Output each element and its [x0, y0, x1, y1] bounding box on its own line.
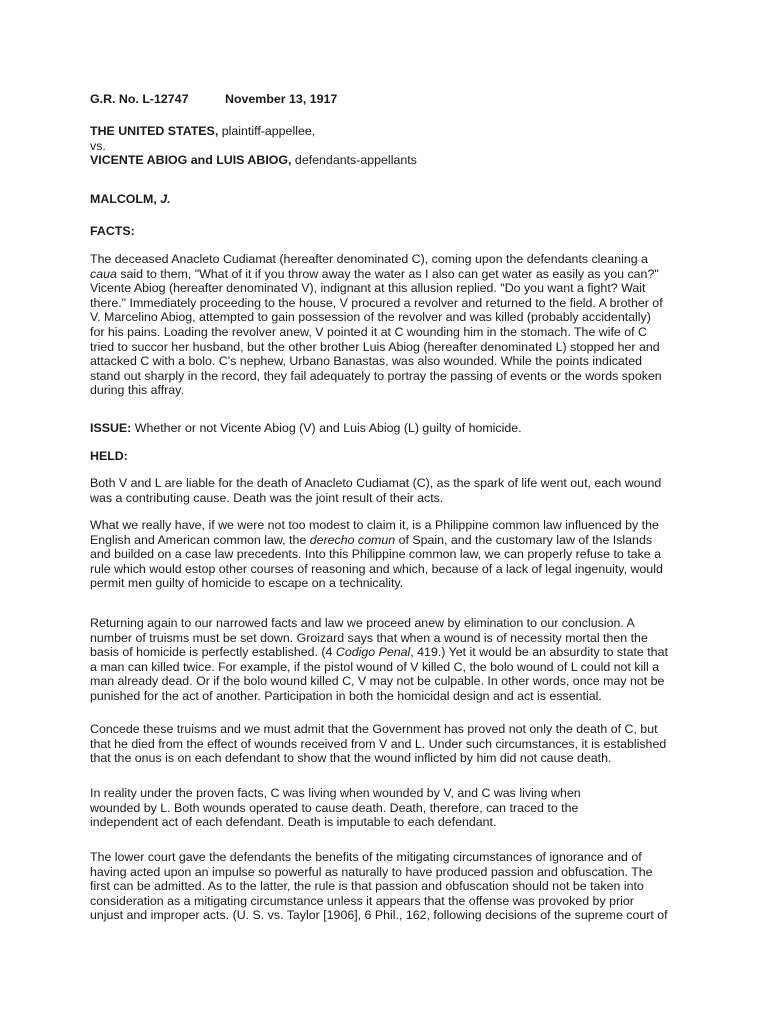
- held-heading: HELD:: [90, 449, 128, 463]
- held-paragraph-3: Returning again to our narrowed facts and law we proceed anew by elimination to our conclusion. A number of truisms must be set down. Groizard says that when a wound is of necessity mortal then the basis of homicide is perfectly established. (4 Codigo Penal, 419.) Yet it would be an absurdity to state that a man can killed twice. For example, if the pistol wound of V killed C, the bolo wound of L could not kill a man already dead. Or if the bolo wound killed C, V may not be culpable. In other words, once may not be punished for the act of another. Participation in both the homicidal design and act is essential.: [90, 616, 668, 703]
- defendants-line: [90, 153, 680, 168]
- codigo-penal-term: Codigo Penal: [335, 645, 411, 660]
- defendants-name: VICENTE ABIOG and LUIS ABIOG,: [90, 153, 292, 168]
- derecho-comun-term: derecho comun: [309, 532, 396, 547]
- held-paragraph-4: Concede these truisms and we must admit that the Government has proved not only the death of C, but that he died from the effect of wounds received from V and L. Under such circumstances, it is established that the onus is on each defendant to show that the wound inflicted by him did not cause death.: [90, 722, 667, 766]
- decision-date: November 13, 1917: [225, 92, 338, 106]
- issue-text: Whether or not Vicente Abiog (V) and Luis Abiog (L) guilty of homicide.: [131, 421, 522, 435]
- ponente: [90, 192, 680, 207]
- plaintiff-role: plaintiff-appellee,: [218, 124, 316, 138]
- gr-number: G.R. No. L-12747: [90, 92, 189, 106]
- versus: vs.: [90, 138, 106, 153]
- caua-term: caua: [90, 266, 117, 281]
- held-paragraph-5: In reality under the proven facts, C was living when wounded by V, and C was living when wounded by L. Both wounds operated to cause death. Death, therefore, can traced to the independent act of each defendant. Death is imputable to each defendant.: [90, 786, 581, 830]
- issue-heading: ISSUE:: [90, 421, 132, 435]
- facts-heading: FACTS:: [90, 224, 135, 238]
- issue-paragraph: [90, 421, 680, 436]
- facts-paragraph: The deceased Anacleto Cudiamat (hereafter denominated C), coming upon the defendants cleaning a caua said to them, "What of it if you throw away the water as I also can get water as easily as you can?" Vicente Abiog (hereafter denominated V), indignant at this allusion replied. "Do you want a fight? Wait there." Immediately proceeding to the house, V procured a revolver and returned to the field. A brother of V. Marcelino Abiog, attempted to gain possession of the revolver and was killed (probably accidentally) for his pains. Loading the revolver anew, V pointed it at C wounding him in the stomach. The wife of C tried to succor her husband, but the other brother Luis Abiog (hereafter denominated L) stopped her and attacked C with a bolo. C's nephew, Urbano Banastas, was also wounded. While the points indicated stand out sharply in the record, they fail adequately to portray the passing of events or the words spoken during this affray.: [90, 252, 663, 398]
- case-parties: [90, 124, 680, 168]
- held-paragraph-2: What we really have, if we were not too modest to claim it, is a Philippine common law influenced by the English and American common law, the derecho comun of Spain, and the customary law of the Islands and builded on a case law precedents. Into this Philippine common law, we can properly refuse to take a rule which would estop other courses of reasoning and which, because of a lack of legal ingenuity, would permit men guilty of homicide to escape on a technicality.: [90, 518, 663, 591]
- held-paragraph-1: Both V and L are liable for the death of Anacleto Cudiamat (C), as the spark of life went out, each wound was a contributing cause. Death was the joint result of their acts.: [90, 476, 662, 505]
- held-paragraph-6: The lower court gave the defendants the benefits of the mitigating circumstances of ignorance and of having acted upon an impulse so powerful as naturally to have produced passion and obfuscation. The first can be admitted. As to the latter, the rule is that passion and obfuscation should not be taken into consideration as a mitigating circumstance unless it appears that the offense was provoked by prior unjust and improper acts. (U. S. vs. Taylor [1906], 6 Phil., 162, following decisions of the supreme court of: [90, 850, 668, 923]
- plaintiff-name: THE UNITED STATES,: [90, 124, 219, 138]
- plaintiff-line: [90, 124, 680, 139]
- ponente-name: MALCOLM,: [90, 192, 157, 206]
- defendants-role: defendants-appellants: [291, 153, 417, 168]
- ponente-suffix: J.: [160, 192, 171, 206]
